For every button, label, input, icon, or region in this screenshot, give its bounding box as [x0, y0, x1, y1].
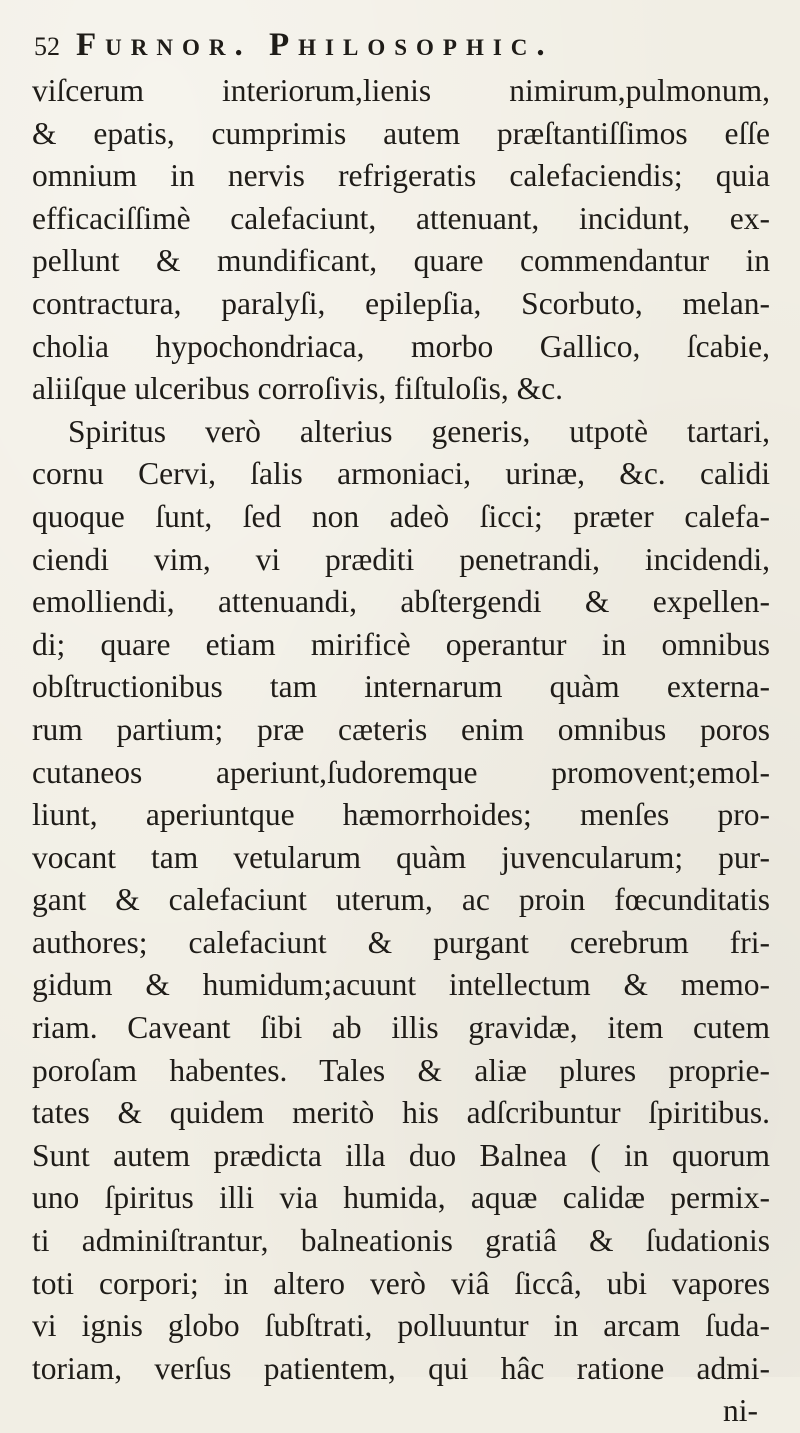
text-line: obſtructionibus tam internarum quàm externa- — [32, 669, 770, 705]
text-line: aliiſque ulceribus corroſivis, fiſtuloſis, &c. — [32, 371, 564, 407]
text-line: toti corpori; in altero verò viâ ſiccâ, ubi vapores — [32, 1265, 770, 1301]
running-title: Furnor. Philosophic. — [76, 27, 554, 63]
text-line: vocant tam vetularum quàm juvencularum; pur- — [32, 839, 770, 875]
text-line: cholia hypochondriaca, morbo Gallico, ſcabie, — [32, 328, 770, 364]
text-line: gant & calefaciunt uterum, ac proin fœcunditatis — [32, 882, 770, 918]
text-line: gidum & humidum;acuunt intellectum & memo- — [32, 967, 770, 1003]
text-line: uno ſpiritus illi via humida, aquæ calidæ permix- — [32, 1180, 770, 1216]
text-line: ciendi vim, vi præditi penetrandi, incidendi, — [32, 541, 770, 577]
text-line: tates & quidem meritò his adſcribuntur ſpiritibus. — [32, 1095, 770, 1131]
text-line: ti adminiſtrantur, balneationis gratiâ & ſudationis — [32, 1223, 770, 1259]
paragraph-start-line: Spiritus verò alterius generis, utpotè tartari, — [68, 413, 770, 449]
catchword: ni- — [723, 1393, 758, 1429]
text-line: emolliendi, attenuandi, abſtergendi & expellen- — [32, 584, 770, 620]
body-text — [32, 70, 770, 1433]
running-head — [32, 22, 770, 68]
page-number: 52 — [34, 32, 60, 61]
text-line: di; quare etiam mirificè operantur in omnibus — [32, 626, 770, 662]
text-line: & epatis, cumprimis autem præſtantiſſimos eſſe — [32, 115, 770, 151]
text-line: viſcerum interiorum,lienis nimirum,pulmonum, — [32, 73, 770, 108]
text-line: cornu Cervi, ſalis armoniaci, urinæ, &c. calidi — [32, 456, 770, 492]
text-line: omnium in nervis refrigeratis calefaciendis; quia — [32, 158, 770, 194]
text-line: Sunt autem prædicta illa duo Balnea ( in quorum — [32, 1137, 770, 1173]
text-line: toriam, verſus patientem, qui hâc ratione admi- — [32, 1350, 770, 1386]
text-line: quoque ſunt, ſed non adeò ſicci; præter calefa- — [32, 498, 770, 534]
text-line: liunt, aperiuntque hæmorrhoides; menſes pro- — [32, 797, 770, 833]
text-line: contractura, paralyſi, epilepſia, Scorbuto, melan- — [32, 285, 770, 321]
text-line: pellunt & mundificant, quare commendantur in — [32, 243, 770, 279]
text-line: authores; calefaciunt & purgant cerebrum fri- — [32, 924, 770, 960]
text-line: cutaneos aperiunt,ſudoremque promovent;emol- — [32, 754, 770, 790]
text-line: rum partium; præ cæteris enim omnibus poros — [32, 711, 770, 747]
text-line: efficaciſſimè calefaciunt, attenuant, incidunt, ex- — [32, 200, 770, 236]
text-line: riam. Caveant ſibi ab illis gravidæ, item cutem — [32, 1010, 770, 1046]
text-line: poroſam habentes. Tales & aliæ plures proprie- — [32, 1052, 770, 1088]
text-line: vi ignis globo ſubſtrati, polluuntur in arcam ſuda- — [32, 1308, 770, 1344]
